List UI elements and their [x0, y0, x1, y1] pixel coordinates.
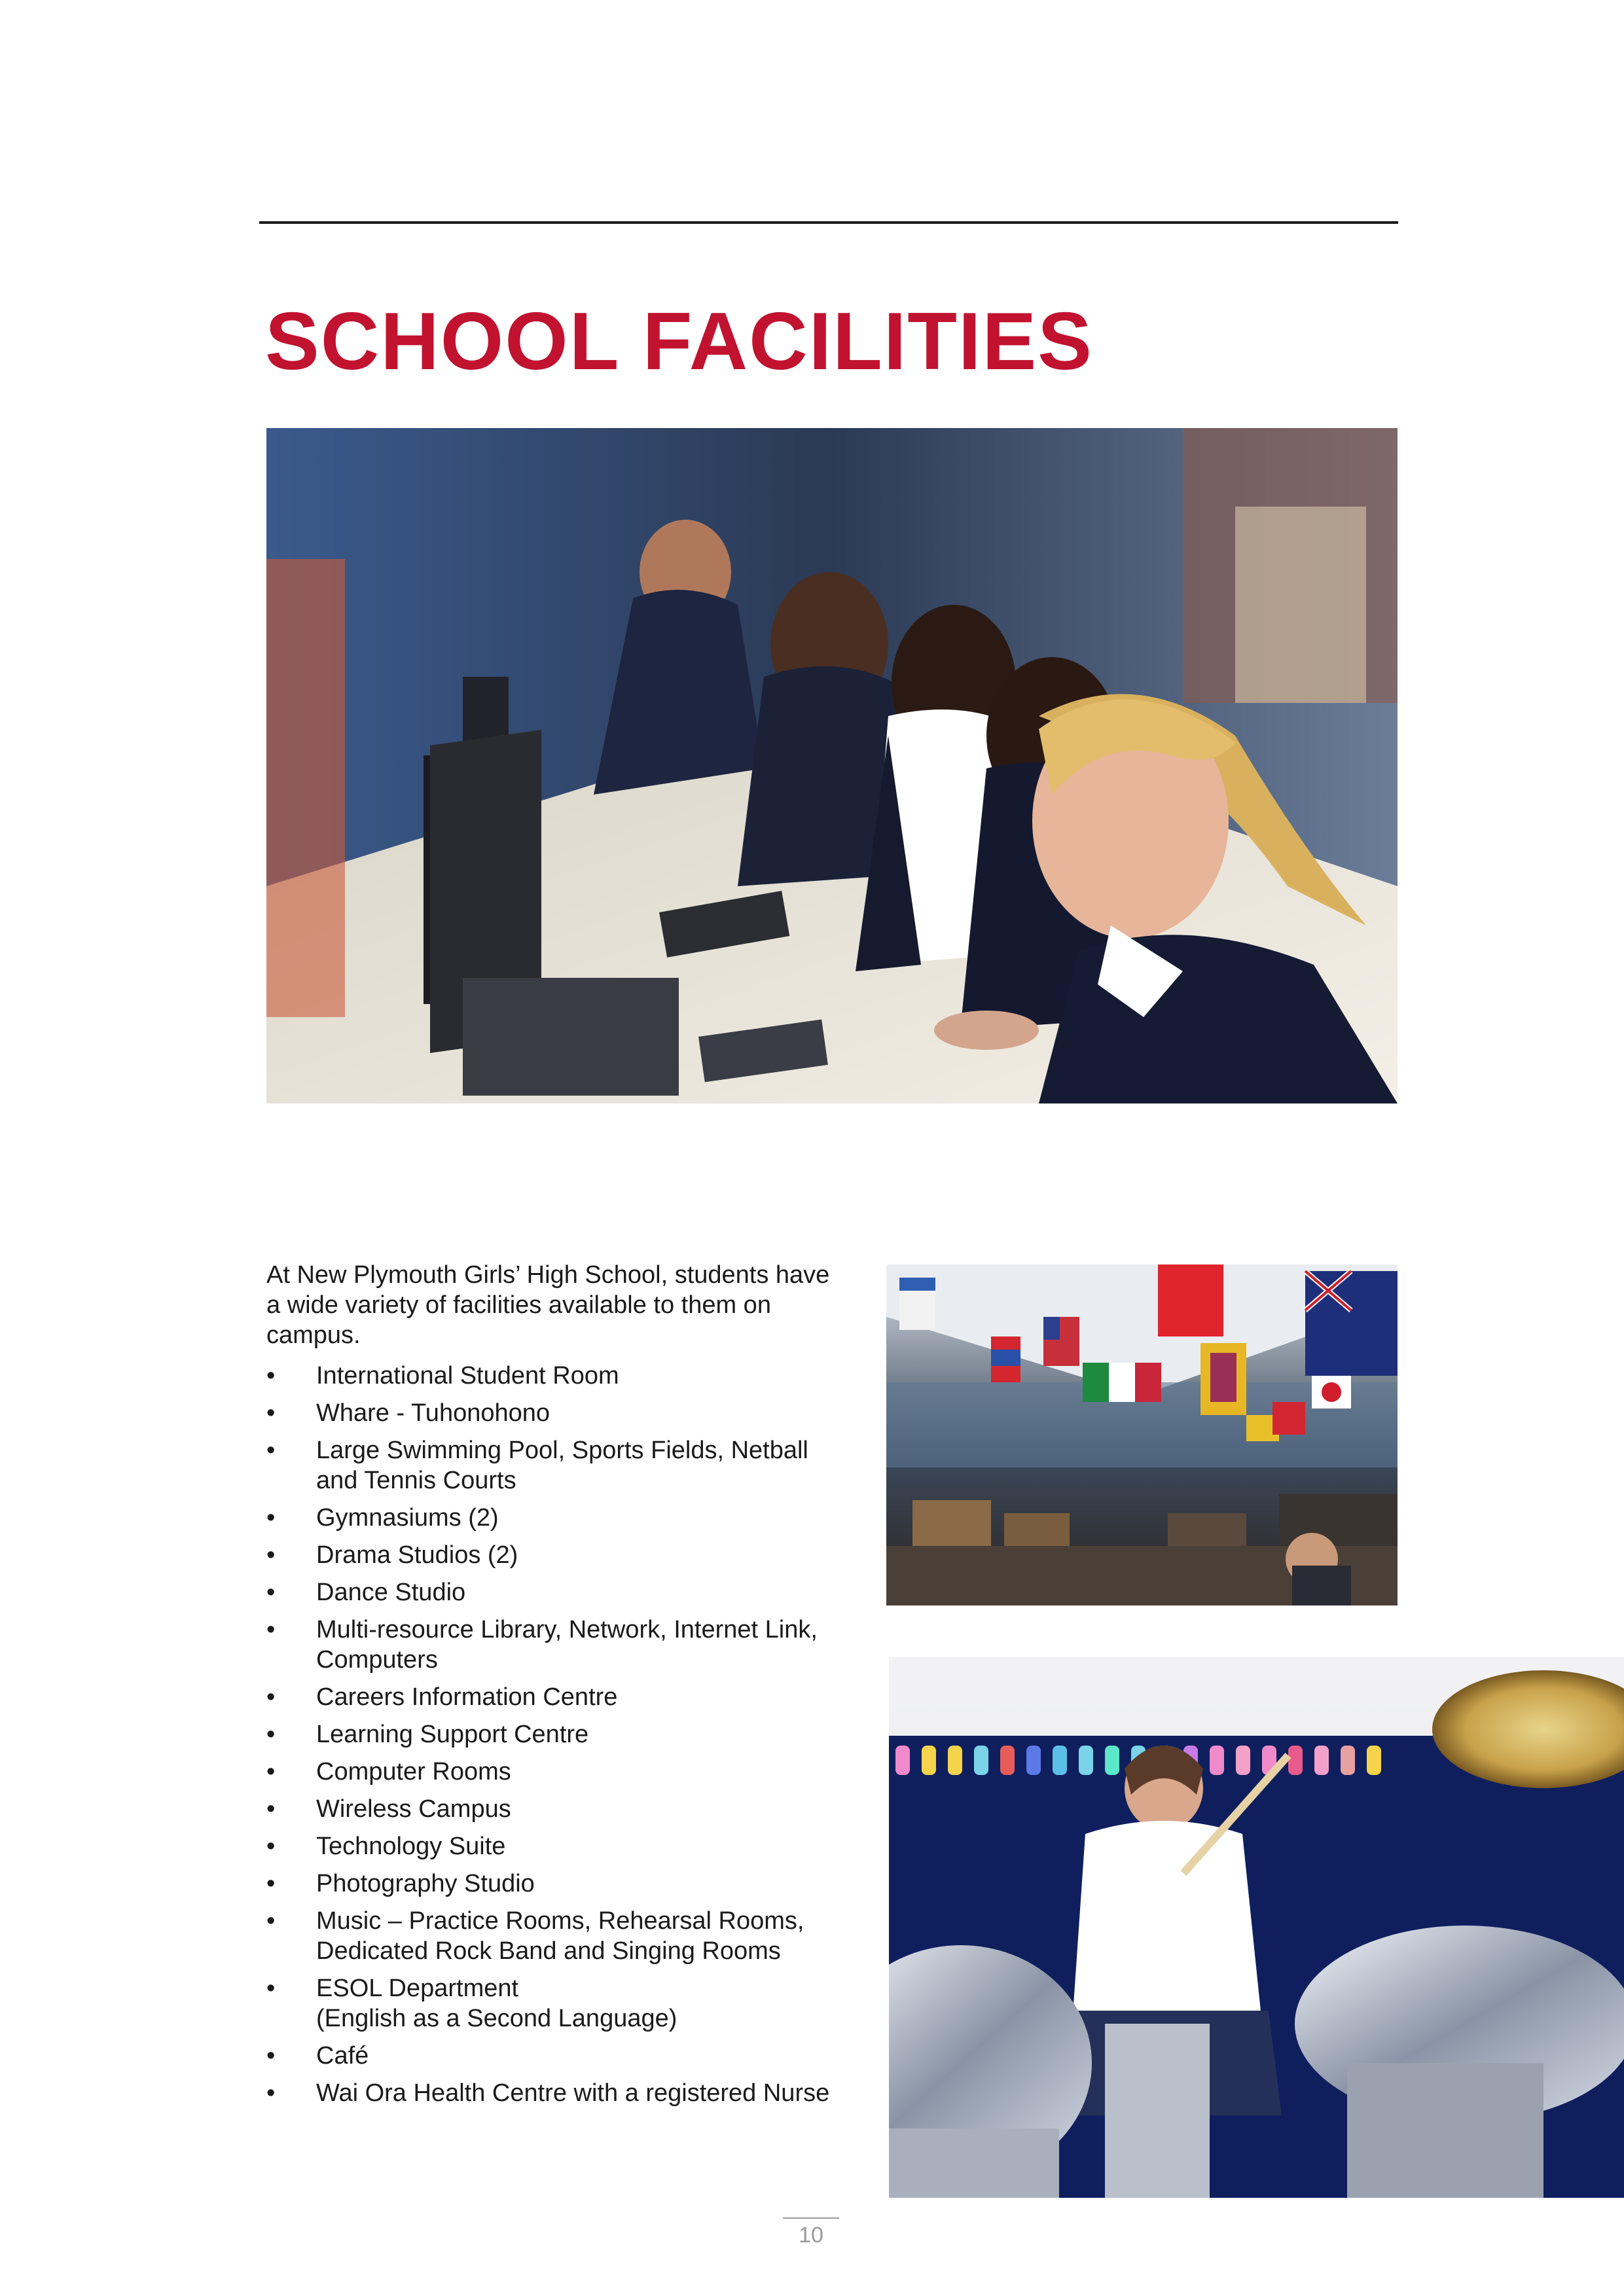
page-number-rule — [783, 2217, 839, 2219]
list-item-text: Learning Support Centre — [316, 1721, 589, 1748]
list-item-text: International Student Room — [316, 1362, 619, 1390]
list-item-text: Wai Ora Health Centre with a registered Nurse — [316, 2079, 830, 2107]
page-number: 10 — [799, 2223, 823, 2248]
list-item — [266, 1577, 836, 1607]
facilities-text-block — [266, 1260, 836, 2115]
bullet-icon: • — [266, 2042, 276, 2070]
list-item — [266, 1906, 836, 1966]
list-item — [266, 1831, 836, 1861]
page-number-block — [783, 2217, 839, 2248]
page-title: SCHOOL FACILITIES — [265, 296, 1093, 387]
bullet-icon: • — [266, 1683, 276, 1711]
list-item — [266, 1398, 836, 1428]
list-item-text: Careers Information Centre — [316, 1683, 618, 1711]
list-item — [266, 1615, 836, 1675]
library-flags-photo — [886, 1265, 1398, 1605]
list-item-text: ESOL Department (English as a Second Language) — [316, 1975, 677, 2032]
list-item — [266, 1973, 836, 2034]
list-item-text: Gymnasiums (2) — [316, 1504, 499, 1532]
bullet-icon: • — [266, 1758, 276, 1785]
list-item-text: Whare - Tuhonohono — [316, 1399, 550, 1427]
list-item-text: Photography Studio — [316, 1870, 535, 1897]
bullet-icon: • — [266, 1721, 276, 1748]
bullet-icon: • — [266, 1579, 276, 1606]
bullet-icon: • — [266, 1870, 276, 1897]
top-rule — [259, 221, 1398, 224]
bullet-icon: • — [266, 2079, 276, 2107]
list-item — [266, 1540, 836, 1570]
bullet-icon: • — [266, 1907, 276, 1935]
list-item-text: Technology Suite — [316, 1833, 506, 1860]
list-item — [266, 2041, 836, 2071]
bullet-icon: • — [266, 1541, 276, 1569]
list-item — [266, 1435, 836, 1496]
list-item — [266, 1794, 836, 1824]
list-item-text: Dance Studio — [316, 1579, 466, 1606]
bullet-icon: • — [266, 1362, 276, 1390]
bullet-icon: • — [266, 1504, 276, 1532]
list-item — [266, 1757, 836, 1787]
list-item-text: Wireless Campus — [316, 1795, 511, 1823]
list-item — [266, 1682, 836, 1712]
list-item-text: Café — [316, 2042, 369, 2070]
bullet-icon: • — [266, 1616, 276, 1643]
list-item — [266, 2078, 836, 2108]
computer-room-photo — [266, 428, 1398, 1103]
list-item — [266, 1503, 836, 1533]
bullet-icon: • — [266, 1795, 276, 1823]
bullet-icon: • — [266, 1833, 276, 1860]
list-item — [266, 1719, 836, 1749]
bullet-icon: • — [266, 1399, 276, 1427]
music-drums-photo — [889, 1657, 1624, 2198]
list-item-text: Large Swimming Pool, Sports Fields, Netball and Tennis Courts — [316, 1437, 808, 1494]
facilities-list — [266, 1361, 836, 2108]
bullet-icon: • — [266, 1437, 276, 1464]
bullet-icon: • — [266, 1975, 276, 2002]
list-item — [266, 1361, 836, 1391]
intro-paragraph: At New Plymouth Girls’ High School, students have a wide variety of facilities available to them on campus. — [266, 1261, 830, 1349]
list-item-text: Multi-resource Library, Network, Internet Link, Computers — [316, 1616, 818, 1674]
list-item — [266, 1869, 836, 1899]
list-item-text: Drama Studios (2) — [316, 1541, 518, 1569]
list-item-text: Music – Practice Rooms, Rehearsal Rooms, Dedicated Rock Band and Singing Rooms — [316, 1907, 804, 1965]
list-item-text: Computer Rooms — [316, 1758, 511, 1785]
